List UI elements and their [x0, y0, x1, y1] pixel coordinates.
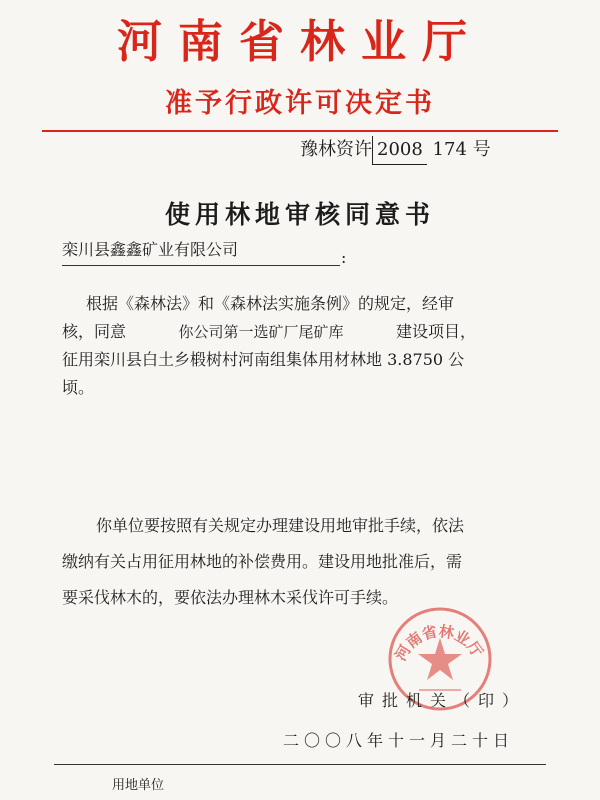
paragraph-1-line-1: 根据《森林法》和《森林法实施条例》的规定，经审	[86, 294, 455, 313]
doc-type-heading: 准予行政许可决定书	[165, 88, 435, 119]
org-name-heading: 河南省林业厅	[116, 15, 483, 68]
recipient-name: 栾川县鑫鑫矿业有限公司	[62, 240, 239, 259]
paragraph-1-line-3: 征用栾川县白土乡椴树村河南组集体用材林地 3.8750 公	[62, 350, 465, 369]
paragraph-2-line-3: 要采伐林木的，要依法办理林木采伐许可手续。	[62, 588, 399, 607]
paragraph-2-line-2: 缴纳有关占用征用林地的补偿费用。建设用地批准后，需	[62, 552, 463, 571]
footer-divider	[54, 764, 546, 765]
document-number	[300, 136, 580, 165]
approval-prefix: 核，同意	[62, 322, 127, 341]
doc-number-prefix: 豫林资许	[300, 139, 372, 160]
doc-number-value: 174	[432, 139, 467, 160]
approval-authority: 审批机关（印）	[358, 691, 527, 710]
paragraph-1-line-2	[62, 318, 476, 346]
doc-year	[372, 136, 427, 165]
approval-date: 二〇〇八年十一月二十日	[283, 731, 515, 750]
paragraph-1-line-4: 顷。	[62, 378, 95, 397]
seal-text: 河南省林业厅	[391, 622, 487, 664]
footer-land-user-label: 用地单位	[112, 778, 165, 793]
project-name: 你公司第一选矿厂尾矿库	[178, 323, 344, 341]
header-divider	[42, 130, 558, 132]
doc-number-suffix: 号	[472, 139, 491, 160]
document-title: 使用林地审核同意书	[164, 200, 435, 229]
paragraph-2-line-1: 你单位要按照有关规定办理建设用地审批手续，依法	[96, 516, 465, 535]
approval-suffix: 建设项目，	[396, 322, 477, 341]
recipient-colon: :	[341, 248, 347, 267]
recipient-underline	[62, 265, 340, 266]
project-name-field	[126, 318, 396, 346]
doc-year-value: 2008	[377, 139, 423, 160]
